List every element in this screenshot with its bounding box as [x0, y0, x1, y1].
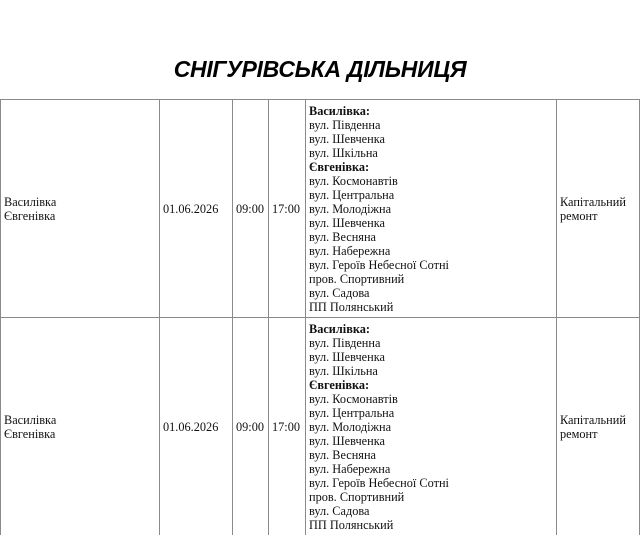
reason-text: Капітальний — [560, 194, 626, 209]
settlement-name: Євгенівка — [4, 426, 56, 441]
table-row — [1, 100, 640, 318]
street-item: пров. Спортивний — [309, 489, 405, 504]
reason-text: ремонт — [560, 208, 598, 223]
street-item: вул. Космонавтів — [309, 391, 398, 406]
street-item: вул. Весняна — [309, 447, 376, 462]
village-heading: Василівка: — [309, 103, 370, 118]
page-title: СНІГУРІВСЬКА ДІЛЬНИЦЯ — [173, 56, 467, 82]
street-item: вул. Героїв Небесної Сотні — [309, 257, 449, 272]
street-item: пров. Спортивний — [309, 271, 405, 286]
street-item: вул. Шевченка — [309, 349, 385, 364]
street-item: вул. Шевченка — [309, 433, 385, 448]
street-item: вул. Героїв Небесної Сотні — [309, 475, 449, 490]
reason-text: Капітальний — [560, 412, 626, 427]
street-item: ПП Полянський — [309, 517, 394, 532]
settlement-name: Василівка — [4, 194, 57, 209]
reason-cell — [557, 318, 640, 535]
street-item: вул. Південна — [309, 335, 381, 350]
streets-cell — [306, 318, 557, 535]
street-item: вул. Молодіжна — [309, 419, 392, 434]
street-item: вул. Центральна — [309, 405, 395, 420]
table-row — [1, 318, 640, 535]
settlement-name: Євгенівка — [4, 208, 56, 223]
date-cell: 01.06.2026 — [160, 100, 233, 318]
street-item: ПП Полянський — [309, 299, 394, 314]
end-time-cell: 17:00 — [269, 318, 306, 535]
street-item: вул. Шкільна — [309, 363, 378, 378]
village-heading: Євгенівка: — [309, 377, 370, 392]
start-time-cell: 09:00 — [233, 318, 269, 535]
street-item: вул. Космонавтів — [309, 173, 398, 188]
village-heading: Євгенівка: — [309, 159, 370, 174]
reason-cell — [557, 100, 640, 318]
street-item: вул. Південна — [309, 117, 381, 132]
reason-text: ремонт — [560, 426, 598, 441]
village-heading: Василівка: — [309, 321, 370, 336]
start-time-cell: 09:00 — [233, 100, 269, 318]
street-item: вул. Набережна — [309, 243, 391, 258]
street-item: вул. Набережна — [309, 461, 391, 476]
street-item: вул. Садова — [309, 503, 370, 518]
settlements-cell — [1, 100, 160, 318]
settlement-name: Василівка — [4, 412, 57, 427]
street-item: вул. Шкільна — [309, 145, 378, 160]
street-item: вул. Шевченка — [309, 131, 385, 146]
street-item: вул. Молодіжна — [309, 201, 392, 216]
street-item: вул. Центральна — [309, 187, 395, 202]
end-time-cell: 17:00 — [269, 100, 306, 318]
outage-schedule-table — [0, 99, 640, 535]
street-item: вул. Весняна — [309, 229, 376, 244]
street-item: вул. Садова — [309, 285, 370, 300]
date-cell: 01.06.2026 — [160, 318, 233, 535]
settlements-cell — [1, 318, 160, 535]
street-item: вул. Шевченка — [309, 215, 385, 230]
streets-cell — [306, 100, 557, 318]
